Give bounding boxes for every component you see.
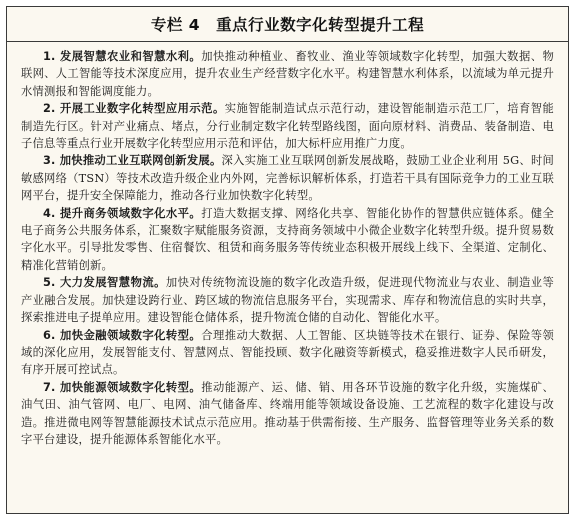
column-content xyxy=(7,42,568,448)
item-6 xyxy=(21,327,554,379)
item-5 xyxy=(21,274,554,326)
item-7-heading: 7. 加快能源领域数字化转型。 xyxy=(43,380,202,394)
item-3-heading: 3. 加快推动工业互联网创新发展。 xyxy=(43,154,222,168)
item-7-body: 推动能源产、运、储、销、用各环节设施的数字化升级，实施煤矿、油气田、油气管网、电厂、电网、油气储备库、终端用能等领域设备设施、工艺流程的数字化建设与改造。推进微电网等智慧能源技术试点示范应用。推动基于供需衔接、生产服务、监督管理等业务关系的数字平台建设，提升能源体系智能化水平。 xyxy=(21,380,554,446)
item-4 xyxy=(21,205,554,275)
item-2-body: 实施智能制造试点示范行动，建设智能制造示范工厂，培育智能制造先行区。针对产业痛点、堵点，分行业制定数字化转型路线图，面向原材料、消费品、装备制造、电子信息等重点行业开展数字化转型应用示范和评估，加大标杆应用推广力度。 xyxy=(21,102,554,151)
item-2 xyxy=(21,100,554,152)
item-1 xyxy=(21,48,554,100)
item-1-body: 加快推动种植业、畜牧业、渔业等领域数字化转型，加强大数据、物联网、人工智能等技术深度应用，提升农业生产经营数字化水平。构建智慧水利体系，以流域为单元提升水情测报和智能调度能力。 xyxy=(21,50,554,98)
column-header xyxy=(7,7,568,42)
item-4-body: 打造大数据支撑、网络化共享、智能化协作的智慧供应链体系。健全电子商务公共服务体系，汇聚数字赋能服务资源，支持商务领域中小微企业数字化转型升级。提升贸易数字化水平。引导批发零售、住宿餐饮、租赁和商务服务等传统业态积极开展线上线下、全渠道、定制化、精准化营销创新。 xyxy=(21,206,554,272)
item-6-heading: 6. 加快金融领域数字化转型。 xyxy=(43,328,202,342)
item-3-body: 深入实施工业互联网创新发展战略，鼓励工业企业利用 5G、时间敏感网络（TSN）等技术改造升级企业内外网，完善标识解析体系，打造若干具有国际竞争力的工业互联网平台，提升安全保障能力，推动各行业加快数字化转型。 xyxy=(21,154,554,203)
column-box xyxy=(6,6,569,514)
item-5-body: 加快对传统物流设施的数字化改造升级，促进现代物流业与农业、制造业等产业融合发展。加快建设跨行业、跨区域的物流信息服务平台，实现需求、库存和物流信息的实时共享，探索推进电子提单应用。建设智能仓储体系，提升物流仓储的自动化、智能化水平。 xyxy=(21,276,554,325)
item-7 xyxy=(21,379,554,449)
item-3 xyxy=(21,152,554,204)
item-5-heading: 5. 大力发展智慧物流。 xyxy=(43,276,166,290)
item-1-heading: 1. 发展智慧农业和智慧水利。 xyxy=(43,50,202,63)
item-4-heading: 4. 提升商务领域数字化水平。 xyxy=(43,206,202,220)
column-title: 专栏 4 重点行业数字化转型提升工程 xyxy=(150,16,425,34)
item-6-body: 合理推动大数据、人工智能、区块链等技术在银行、证券、保险等领域的深化应用，发展智能支付、智慧网点、智能投顾、数字化融资等新模式，稳妥推进数字人民币研发，有序开展可控试点。 xyxy=(21,328,554,377)
item-2-heading: 2. 开展工业数字化转型应用示范。 xyxy=(43,102,225,116)
